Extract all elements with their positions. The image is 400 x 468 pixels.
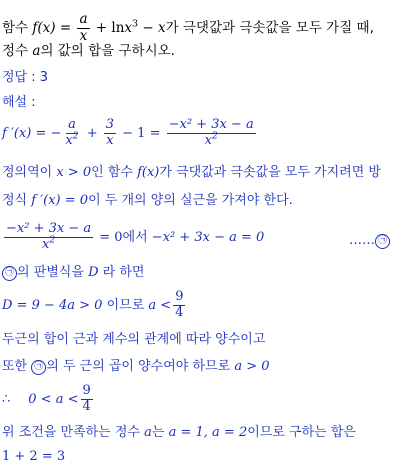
numerator: 9 bbox=[82, 383, 91, 398]
domain-condition: x > 0 bbox=[56, 165, 92, 180]
domain-line bbox=[2, 166, 381, 179]
problem-line-1 bbox=[2, 12, 374, 44]
circled-label-mark: ㉠ bbox=[375, 234, 390, 249]
discriminant-inequality-line bbox=[2, 290, 187, 321]
minus-one: − 1 = bbox=[118, 125, 165, 141]
equation-label bbox=[349, 234, 390, 249]
fraction-a-over-x bbox=[77, 12, 89, 44]
denominator: x bbox=[204, 132, 212, 148]
text: 이므로 bbox=[102, 297, 149, 313]
ln-term: + ln bbox=[91, 20, 125, 37]
conclusion-line bbox=[2, 426, 356, 439]
sum-of-roots-line: 두근의 합이 근과 계수의 관계에 따라 양수이고 bbox=[2, 332, 266, 347]
denominator: x bbox=[41, 236, 50, 252]
minus-x: − x bbox=[138, 20, 166, 37]
problem-text-tail: 의 값의 합을 구하시오. bbox=[40, 43, 175, 59]
denominator: 4 bbox=[175, 304, 184, 320]
fraction-a-over-x2 bbox=[63, 118, 80, 149]
equals-sign: = bbox=[55, 20, 76, 37]
condition-line bbox=[2, 222, 398, 253]
numerator: 9 bbox=[175, 289, 184, 304]
problem-text: 함수 bbox=[2, 20, 33, 37]
circled-label-mark: ㉠ bbox=[2, 266, 17, 281]
product-of-roots-line bbox=[2, 360, 270, 375]
exponent: 2 bbox=[211, 131, 218, 142]
denominator: x bbox=[65, 132, 73, 148]
numerator: a bbox=[68, 117, 76, 132]
numerator: −x² + 3x − a bbox=[168, 117, 254, 132]
function-fx: f(x) bbox=[32, 20, 56, 37]
fraction-condition bbox=[4, 222, 93, 253]
plus-sign: + bbox=[82, 125, 102, 141]
fraction-9-over-4 bbox=[173, 290, 185, 321]
therefore-symbol: ∴ bbox=[2, 391, 11, 407]
text: 또한 bbox=[2, 359, 32, 374]
numerator: −x² + 3x − a bbox=[6, 221, 92, 236]
fraction-3-over-x bbox=[104, 118, 116, 149]
variable-D: D bbox=[88, 265, 99, 280]
fraction-9-over-4 bbox=[81, 384, 93, 415]
derivative-lhs: f ′(x) = − bbox=[2, 125, 62, 141]
problem-text-tail: 가 극댓값과 극솟값을 모두 가질 때, bbox=[165, 20, 374, 37]
problem-text: 정수 bbox=[2, 43, 33, 59]
text: 이 두 개의 양의 실근을 가져야 한다. bbox=[88, 193, 293, 208]
text: 에서 bbox=[122, 229, 152, 245]
text: 가 극댓값과 극솟값을 모두 가지려면 방 bbox=[159, 165, 381, 180]
text: 의 판별식을 bbox=[17, 265, 89, 280]
text: 의 두 근의 곱이 양수여야 하므로 bbox=[46, 359, 235, 374]
function-fx: f(x) bbox=[137, 165, 160, 180]
text: 는 bbox=[151, 425, 169, 440]
explanation-label: 해설 : bbox=[2, 95, 36, 110]
answer-line: 정답 : 3 bbox=[2, 70, 49, 85]
denominator: x bbox=[79, 27, 88, 44]
therefore-line bbox=[2, 384, 95, 415]
discriminant-line bbox=[2, 266, 144, 281]
variable-a: a bbox=[144, 425, 152, 440]
text: 정식 bbox=[2, 193, 32, 208]
circled-label-mark: ㉠ bbox=[31, 360, 46, 375]
text: 인 함수 bbox=[91, 165, 138, 180]
exponent: 2 bbox=[72, 131, 79, 142]
exponent: 3 bbox=[132, 18, 139, 30]
final-answer-line: 1 + 2 = 3 bbox=[2, 449, 66, 464]
text: 위 조건을 만족하는 정수 bbox=[2, 425, 145, 440]
problem-line-2 bbox=[2, 45, 175, 59]
quadratic-equation: −x² + 3x − a = 0 bbox=[151, 229, 265, 245]
integer-values: a = 1, a = 2 bbox=[168, 425, 248, 440]
dots: …… bbox=[349, 233, 375, 248]
a-less-than: a < bbox=[148, 297, 172, 313]
equals-zero: = 0 bbox=[95, 229, 123, 245]
equation-line bbox=[2, 194, 293, 207]
denominator: 4 bbox=[82, 398, 91, 414]
a-positive-condition: a > 0 bbox=[234, 359, 270, 374]
denominator: x bbox=[106, 132, 114, 148]
fraction-derivative-result bbox=[167, 118, 256, 149]
range-expression: 0 < a < bbox=[28, 391, 79, 407]
exponent: 2 bbox=[49, 235, 56, 246]
variable-a: a bbox=[32, 43, 41, 59]
x-variable: x bbox=[124, 20, 133, 37]
discriminant-expression: D = 9 − 4a > 0 bbox=[2, 297, 103, 313]
numerator: 3 bbox=[105, 117, 115, 132]
text: 이므로 구하는 합은 bbox=[247, 425, 356, 440]
derivative-eq-zero: f ′(x) = 0 bbox=[31, 193, 89, 208]
text: 라 하면 bbox=[98, 265, 145, 280]
derivative-line bbox=[2, 118, 258, 149]
text: 정의역이 bbox=[2, 165, 57, 180]
numerator: a bbox=[79, 11, 88, 27]
